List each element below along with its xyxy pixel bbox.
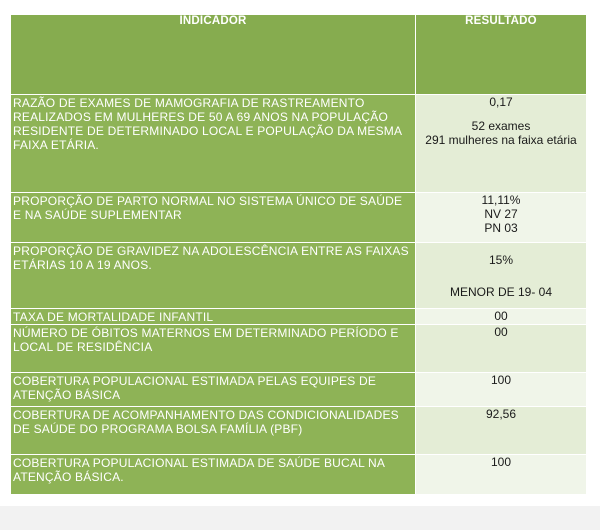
result-value: 11,11% <box>481 193 521 207</box>
result-cell <box>416 455 587 495</box>
result-detail: MENOR DE 19- 04 <box>449 285 553 299</box>
indicator-cell: COBERTURA POPULACIONAL ESTIMADA PELAS EQUIPES DE ATENÇÃO BÁSICA <box>11 373 416 407</box>
table-row <box>11 455 587 495</box>
result-cell <box>416 373 587 407</box>
indicator-cell: COBERTURA POPULACIONAL ESTIMADA DE SAÚDE BUCAL NA ATENÇÃO BÁSICA. <box>11 455 416 495</box>
result-value: 00 <box>494 325 508 339</box>
table-row <box>11 193 587 243</box>
header-resultado: RESULTADO <box>416 15 587 95</box>
result-detail: 291 mulheres na faixa etária <box>425 133 577 147</box>
table-header-row <box>11 15 587 95</box>
indicator-cell: NÚMERO DE ÓBITOS MATERNOS EM DETERMINADO PERÍODO E LOCAL DE RESIDÊNCIA <box>11 325 416 373</box>
result-cell <box>416 95 587 193</box>
table-row <box>11 95 587 193</box>
table-row <box>11 407 587 455</box>
indicator-cell: PROPORÇÃO DE GRAVIDEZ NA ADOLESCÊNCIA ENTRE AS FAIXAS ETÁRIAS 10 A 19 ANOS. <box>11 243 416 309</box>
indicator-cell: PROPORÇÃO DE PARTO NORMAL NO SISTEMA ÚNICO DE SAÚDE E NA SAÚDE SUPLEMENTAR <box>11 193 416 243</box>
table-row <box>11 325 587 373</box>
result-value: 100 <box>490 373 512 387</box>
result-value: 00 <box>494 309 508 323</box>
result-value: 0,17 <box>489 95 513 109</box>
result-cell <box>416 243 587 309</box>
result-value: 15% <box>488 253 514 267</box>
result-cell <box>416 407 587 455</box>
indicator-cell: TAXA DE MORTALIDADE INFANTIL <box>11 309 416 325</box>
result-value: 92,56 <box>485 407 517 421</box>
result-detail: PN 03 <box>484 221 518 235</box>
result-cell <box>416 193 587 243</box>
table-row <box>11 373 587 407</box>
result-value: 100 <box>490 455 512 469</box>
result-detail: NV 27 <box>484 207 518 221</box>
table-row <box>11 309 587 325</box>
result-detail: 52 exames <box>471 119 531 133</box>
header-indicador: INDICADOR <box>11 15 416 95</box>
result-cell <box>416 325 587 373</box>
indicator-cell: RAZÃO DE EXAMES DE MAMOGRAFIA DE RASTREAMENTO REALIZADOS EM MULHERES DE 50 A 69 ANOS NA POPULAÇÃO RESIDENTE DE DETERMINADO LOCAL E POPULAÇÃO DA MESMA FAIXA ETÁRIA. <box>11 95 416 193</box>
indicators-table <box>10 14 587 495</box>
indicator-cell: COBERTURA DE ACOMPANHAMENTO DAS CONDICIONALIDADES DE SAÚDE DO PROGRAMA BOLSA FAMÍLIA (PBF) <box>11 407 416 455</box>
result-cell <box>416 309 587 325</box>
table-row <box>11 243 587 309</box>
